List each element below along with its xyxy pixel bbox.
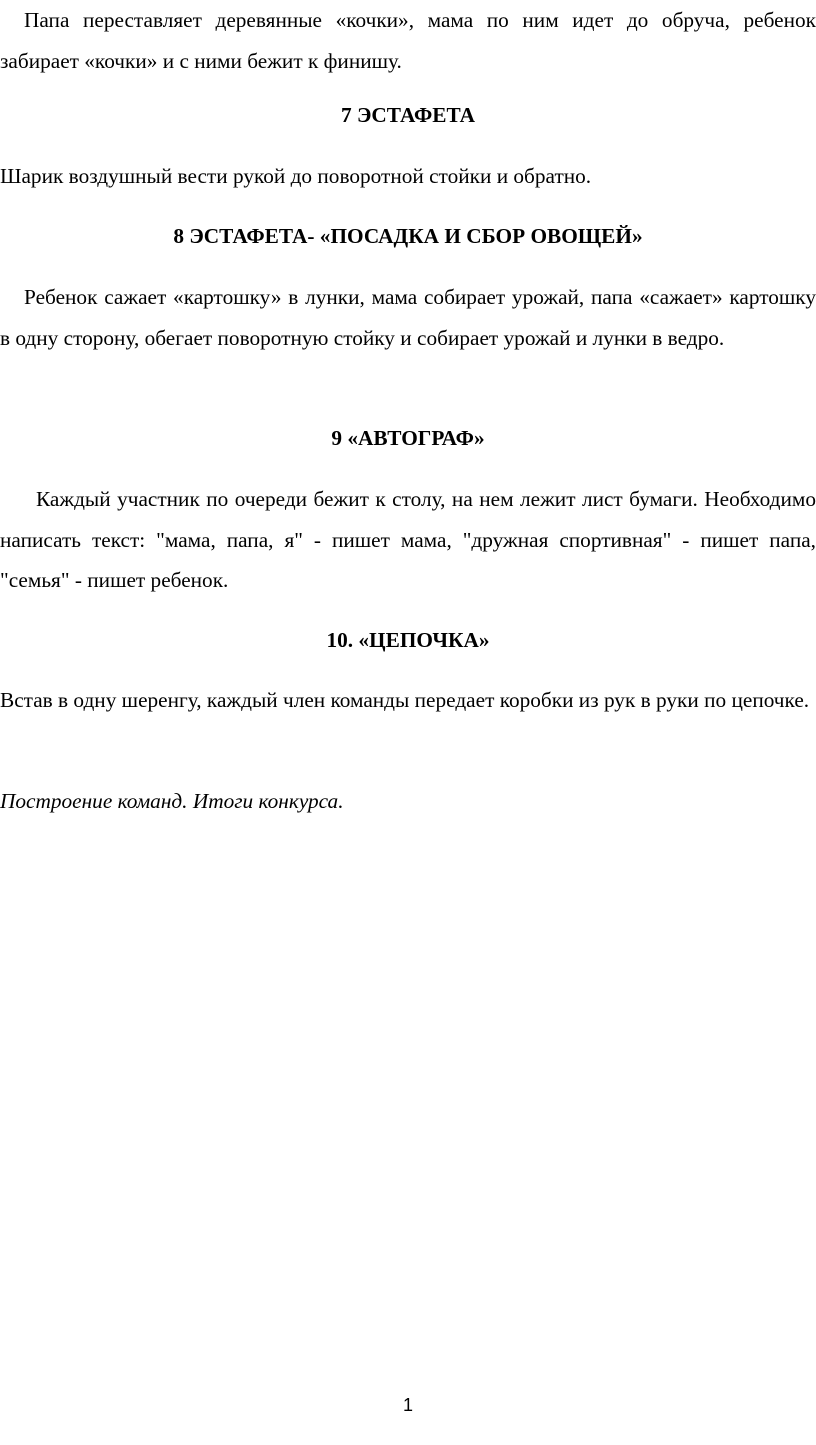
paragraph-potato: Ребенок сажает «картошку» в лунки, мама собирает урожай, папа «сажает» картошку в одну сторону, обегает поворотную стойку и собирает урожай и лунки в ведро. (0, 285, 816, 350)
paragraph-chain: Встав в одну шеренгу, каждый член команды передает коробки из рук в руки по цепочке. (0, 688, 810, 712)
paragraph-papa-kochki: Папа переставляет деревянные «кочки», мама по ним идет до обруча, ребенок забирает «кочки» и с ними бежит к финишу. (0, 8, 816, 73)
paragraph-balloon: Шарик воздушный вести рукой до поворотной стойки и обратно. (0, 164, 592, 188)
heading-autograph: 9 «АВТОГРАФ» (331, 426, 485, 450)
heading-relay-8: 8 ЭСТАФЕТА- «ПОСАДКА И СБОР ОВОЩЕЙ» (173, 224, 643, 248)
paragraph-autograph: Каждый участник по очереди бежит к столу, на нем лежит лист бумаги. Необходимо написать текст: "мама, папа, я" - пишет мама, "дружная спортивная" - пишет папа, "семья" - пишет ребенок. (0, 487, 816, 592)
paragraph-final-results: Построение команд. Итоги конкурса. (0, 789, 344, 813)
heading-relay-7: 7 ЭСТАФЕТА (341, 103, 475, 127)
heading-chain: 10. «ЦЕПОЧКА» (326, 628, 490, 652)
page-number: 1 (402, 1395, 413, 1415)
